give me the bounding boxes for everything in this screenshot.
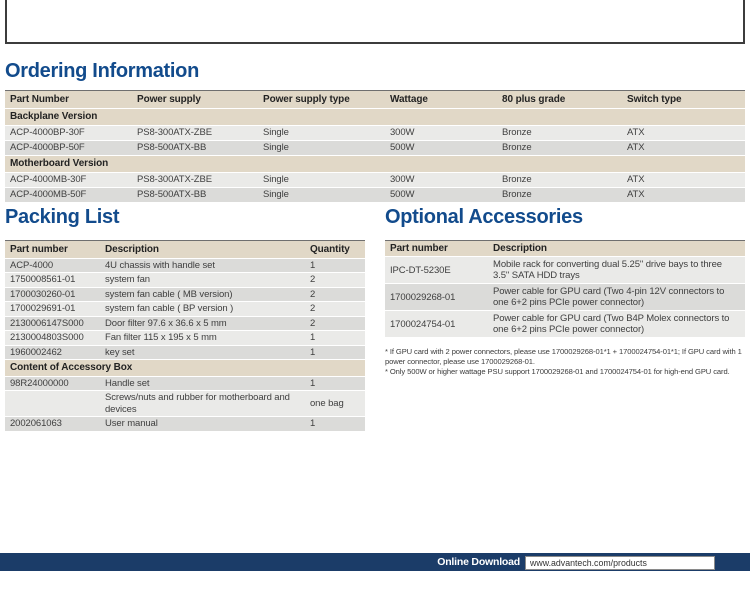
footnote-line: * Only 500W or higher wattage PSU support 1700029268-01 and 1700024754-01 for high-end GPU card. (385, 367, 730, 376)
footnote-line: * If GPU card with 2 power connectors, please use 1700029268-01*1 + 1700024754-01*1; If GPU card with 1 power connector, please use 1700029268-01. (385, 347, 742, 366)
table-cell: ACP-4000 (5, 258, 100, 273)
table-row (5, 331, 365, 346)
table-cell: ACP-4000MB-30F (5, 173, 132, 188)
table-row (5, 126, 745, 141)
optional-accessories-footnotes (385, 347, 743, 378)
table-cell: Single (258, 173, 385, 188)
table-cell: Power cable for GPU card (Two 4-pin 12V connectors to one 6+2 pins PCIe power connector) (488, 284, 745, 311)
table-cell: 300W (385, 173, 497, 188)
section-label: Backplane Version (5, 109, 745, 126)
section-label: Content of Accessory Box (5, 360, 365, 377)
table-cell: ACP-4000MB-50F (5, 188, 132, 203)
table-cell: 1 (305, 331, 365, 346)
table-cell: ATX (622, 188, 745, 203)
table-cell: 2 (305, 287, 365, 302)
table-row (385, 284, 745, 311)
table-cell: PS8-500ATX-BB (132, 141, 258, 156)
table-header-row (385, 241, 745, 257)
table-cell: one bag (305, 391, 365, 417)
table-cell: 2002061063 (5, 417, 100, 432)
packing-list-title: Packing List (5, 206, 120, 228)
dimension-drawing-box (5, 0, 745, 44)
table-cell: Mobile rack for converting dual 5.25" drive bays to three 3.5" SATA HDD trays (488, 257, 745, 284)
table-cell: 300W (385, 126, 497, 141)
table-cell: system fan (100, 273, 305, 288)
table-row (5, 376, 365, 391)
table-cell: Bronze (497, 188, 622, 203)
table-cell: 2 (305, 273, 365, 288)
table-cell: PS8-500ATX-BB (132, 188, 258, 203)
ordering-information-table (5, 90, 745, 203)
table-row (385, 311, 745, 338)
table-row (5, 345, 365, 360)
table-cell: 4U chassis with handle set (100, 258, 305, 273)
table-row (5, 302, 365, 317)
table-cell: 500W (385, 141, 497, 156)
section-row (5, 109, 745, 126)
column-header: Switch type (622, 91, 745, 109)
table-cell: Handle set (100, 376, 305, 391)
table-cell: 500W (385, 188, 497, 203)
table-row (5, 188, 745, 203)
table-row (385, 257, 745, 284)
table-cell: 1960002462 (5, 345, 100, 360)
table-cell: IPC-DT-5230E (385, 257, 488, 284)
table-cell: Single (258, 141, 385, 156)
packing-list-table (5, 240, 365, 432)
table-row (5, 258, 365, 273)
table-row (5, 273, 365, 288)
table-cell: Door filter 97.6 x 36.6 x 5 mm (100, 316, 305, 331)
table-cell: ACP-4000BP-30F (5, 126, 132, 141)
table-cell: 2 (305, 316, 365, 331)
table-cell: Bronze (497, 141, 622, 156)
column-header: Part Number (5, 91, 132, 109)
footer-url-link[interactable]: www.advantech.com/products (525, 556, 715, 570)
table-row (5, 391, 365, 417)
table-cell: 2130004803S000 (5, 331, 100, 346)
table-header-row (5, 91, 745, 109)
section-label: Motherboard Version (5, 156, 745, 173)
table-header-row (5, 241, 365, 259)
column-header: Wattage (385, 91, 497, 109)
optional-accessories-table (385, 240, 745, 338)
column-header: Description (488, 241, 745, 257)
table-cell: 1700030260-01 (5, 287, 100, 302)
table-cell: ATX (622, 173, 745, 188)
table-cell: Screws/nuts and rubber for motherboard and devices (100, 391, 305, 417)
section-row (5, 156, 745, 173)
table-row (5, 141, 745, 156)
column-header: Part number (5, 241, 100, 259)
table-cell: ACP-4000BP-50F (5, 141, 132, 156)
table-cell: 98R24000000 (5, 376, 100, 391)
ordering-information-title: Ordering Information (5, 60, 200, 82)
table-cell: Fan filter 115 x 195 x 5 mm (100, 331, 305, 346)
online-download-label: Online Download (437, 556, 520, 568)
table-row (5, 287, 365, 302)
table-cell: PS8-300ATX-ZBE (132, 173, 258, 188)
table-cell: PS8-300ATX-ZBE (132, 126, 258, 141)
table-cell: Single (258, 126, 385, 141)
table-row (5, 417, 365, 432)
footer-bar (0, 553, 750, 571)
column-header: 80 plus grade (497, 91, 622, 109)
optional-accessories-title: Optional Accessories (385, 206, 583, 228)
table-cell: 1700029268-01 (385, 284, 488, 311)
table-cell: Bronze (497, 173, 622, 188)
table-cell: ATX (622, 126, 745, 141)
column-header: Power supply (132, 91, 258, 109)
table-row (5, 316, 365, 331)
column-header: Part number (385, 241, 488, 257)
table-cell: Bronze (497, 126, 622, 141)
table-cell: 1 (305, 345, 365, 360)
table-cell: 1700029691-01 (5, 302, 100, 317)
table-cell: 1700024754-01 (385, 311, 488, 338)
table-cell: User manual (100, 417, 305, 432)
column-header: Power supply type (258, 91, 385, 109)
table-cell: Single (258, 188, 385, 203)
table-cell (5, 391, 100, 417)
table-cell: 1750008561-01 (5, 273, 100, 288)
table-cell: 1 (305, 417, 365, 432)
table-cell: 1 (305, 376, 365, 391)
table-cell: system fan cable ( MB version) (100, 287, 305, 302)
table-cell: 1 (305, 258, 365, 273)
column-header: Quantity (305, 241, 365, 259)
table-cell: system fan cable ( BP version ) (100, 302, 305, 317)
column-header: Description (100, 241, 305, 259)
table-row (5, 173, 745, 188)
table-cell: Power cable for GPU card (Two B4P Molex connectors to one 6+2 pins PCIe power connector) (488, 311, 745, 338)
table-cell: ATX (622, 141, 745, 156)
table-cell: 2 (305, 302, 365, 317)
table-cell: key set (100, 345, 305, 360)
section-row (5, 360, 365, 377)
table-cell: 2130006147S000 (5, 316, 100, 331)
